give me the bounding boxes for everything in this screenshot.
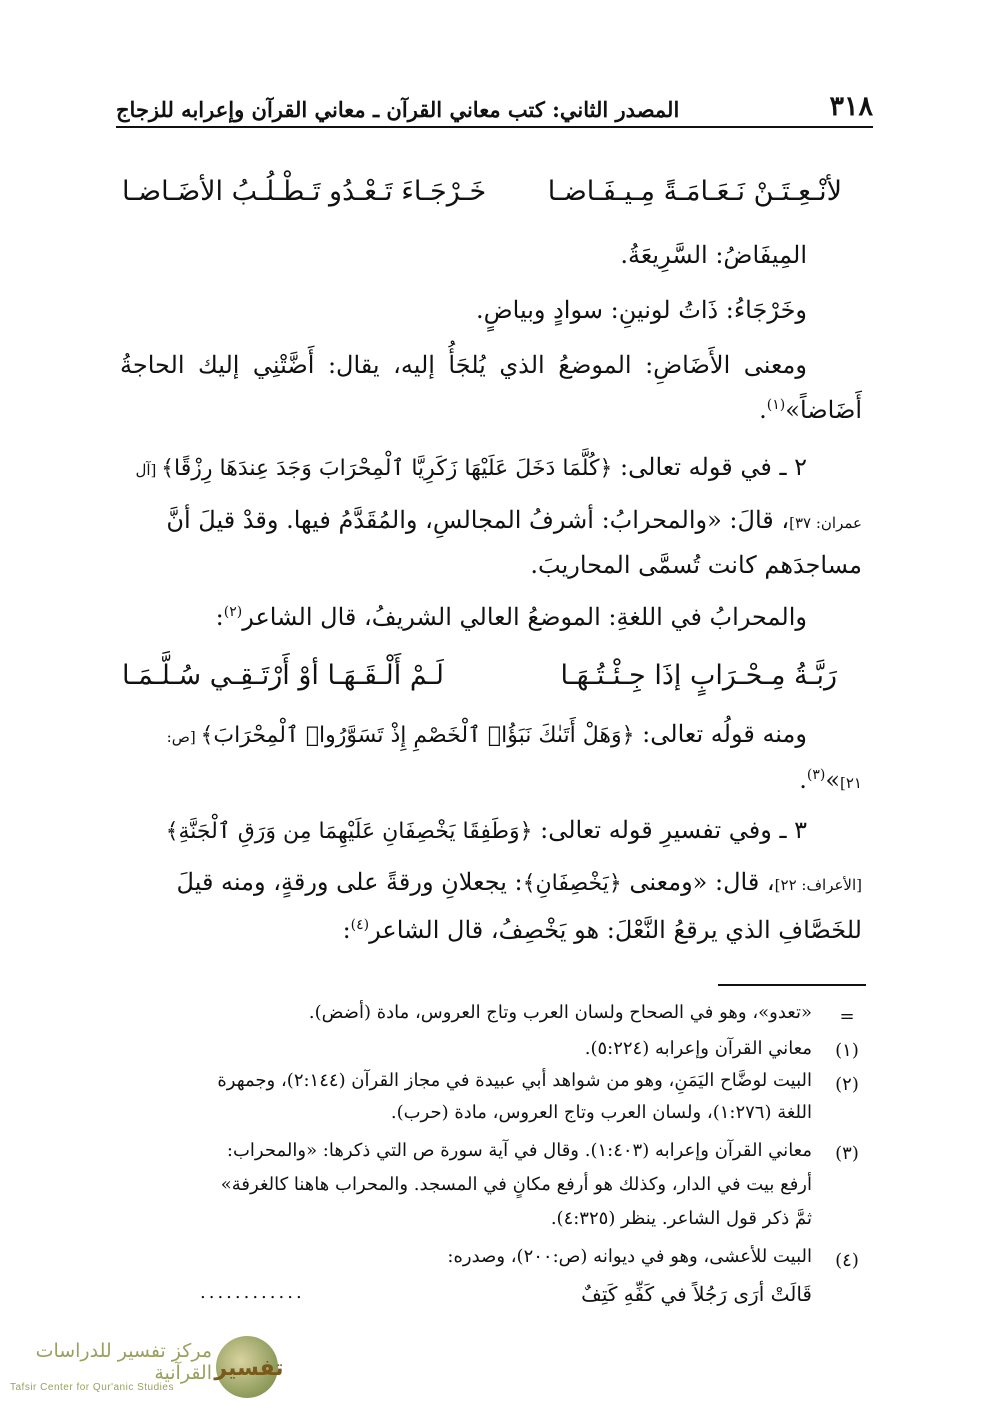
footnote-text: معاني القرآن وإعرابه (١:٤٠٣). وقال في آية سورة ص التي ذكرها: «والمحراب:: [226, 1140, 812, 1161]
logo-english-name: Tafsir Center for Qur'anic Studies: [10, 1382, 174, 1393]
page-number: ٣١٨: [829, 91, 873, 122]
logo-arabic-name: مركز تفسير للدراسات القرآنية: [35, 1340, 212, 1384]
footnote-text: اللغة (١:٢٧٦)، ولسان العرب وتاج العروس، مادة (حرب).: [390, 1102, 812, 1123]
text-segment: ٣ ـ وفي تفسيرِ قوله تعالى:: [532, 816, 807, 844]
text-line: مساجدَهم كانت تُسمَّى المحاريبَ.: [530, 551, 862, 579]
quran-quote: ﴿يَخْصِفَانِ﴾: [522, 871, 622, 896]
footnote-ref: (٣): [806, 767, 826, 783]
footnote-verse: قَالَتْ أرَى رَجُلاً في كَفِّهِ كَتِفٌ: [581, 1282, 812, 1306]
quran-reference: عمران: ٣٧]: [789, 514, 862, 532]
footnote-text: أرفع بيت في الدار، وكذلك هو أرفع مكانٍ في المسجد. والمحراب هاهنا كالغرفة»: [220, 1174, 812, 1195]
text-segment: :: [342, 916, 351, 944]
text-segment: والمحرابُ في اللغةِ: الموضعُ العالي الشريفُ، قال الشاعر: [242, 603, 807, 631]
footnote-number: (١): [835, 1040, 859, 1061]
text-line: ومعنى الأَضَاضِ: الموضعُ الذي يُلجَأُ إليه، يقال: أَضَّتْنِي إليك الحاجةُ: [120, 351, 807, 379]
footnote-text: معاني القرآن وإعرابه (٥:٢٢٤).: [584, 1038, 812, 1059]
verse-1-hemistich-left: خَـرْجَـاءَ تَـعْـدُو تَـطْـلُـبُ الأضَـاضـا: [122, 176, 487, 207]
quran-reference: [الأعراف: ٢٢]: [774, 876, 862, 894]
footnote-ref: (١): [766, 397, 786, 413]
footnote-ref: (٤): [350, 917, 370, 933]
quran-reference: [آل: [135, 461, 162, 479]
text-line: وخَرْجَاءُ: ذَاتُ لونينِ: سوادٍ وبياضٍ.: [476, 296, 807, 324]
footnote-text: البيت لوضَّاح اليَمَنِ، وهو من شواهد أبي عبيدة في مجاز القرآن (٢:١٤٤)، وجمهرة: [217, 1070, 812, 1091]
quran-reference: ٢١]: [840, 774, 862, 792]
quran-quote: ﴿وَطَفِقَا يَخْصِفَانِ عَلَيْهِمَا مِن وَرَقِ ٱلْجَنَّةِ﴾: [165, 819, 533, 844]
text-segment: ٢ ـ في قوله تعالى:: [612, 453, 807, 481]
text-segment: »: [825, 766, 841, 794]
footnote-number: (٣): [835, 1143, 859, 1164]
text-segment: للخَصَّافِ الذي يرقعُ النَّعْلَ: هو يَخْصِفُ، قال الشاعر: [369, 916, 862, 944]
quran-quote: ﴿كُلَّمَا دَخَلَ عَلَيْهَا زَكَرِيَّا ٱلْمِحْرَابَ وَجَدَ عِندَهَا رِزْقًا﴾: [161, 456, 613, 481]
text-line: المِيفَاضُ: السَّرِيعَةُ.: [620, 241, 807, 269]
footnote-verse-ellipsis: ............: [200, 1282, 305, 1303]
text-segment: : يجعلانِ ورقةً على ورقةٍ، ومنه قيلَ: [176, 868, 523, 896]
footnote-number: (٤): [835, 1250, 859, 1271]
text-segment: .: [759, 396, 767, 424]
footnote-ref: (٢): [223, 604, 243, 620]
verse-1-hemistich-right: لأنْـعِـتَـنْ نَـعَـامَـةً مِـيـفَـاضـا: [547, 176, 842, 207]
text-segment: .: [799, 766, 807, 794]
verse-2-hemistich-right: رَبَّـةُ مِـحْـرَابٍ إذَا جِـئْـتُـهَـا: [560, 660, 837, 691]
text-segment: ، قالَ: «والمحرابُ: أشرفُ المجالسِ، والمُقَدَّمُ فيها. وقدْ قيلَ أنَّ: [166, 506, 790, 534]
footnote-text: البيت للأعشى، وهو في ديوانه (ص:٢٠٠)، وصدره:: [447, 1246, 812, 1267]
footnote-text: ثمَّ ذكر قول الشاعر. ينظر (٤:٣٢٥).: [550, 1208, 812, 1229]
footnote-continuation-marker: =: [839, 1006, 855, 1027]
running-title: المصدر الثاني: كتب معاني القرآن ـ معاني القرآن وإعرابه للزجاج: [116, 97, 680, 122]
quran-reference: [ص:: [166, 728, 201, 746]
tafsir-center-logo: [4, 1332, 294, 1412]
verse-2-hemistich-left: لَـمْ أَلْـقَـهَـا أوْ أَرْتَـقِـي سُـلَّـمَـا: [122, 660, 444, 691]
text-segment: ومنه قولُه تعالى:: [634, 720, 807, 748]
quran-quote: ﴿وَهَلْ أَتَىٰكَ نَبَؤُا۟ ٱلْخَصْمِ إِذْ تَسَوَّرُوا۟ ٱلْمِحْرَابَ﴾: [200, 723, 635, 748]
text-segment: ، قال: «ومعنى: [621, 868, 775, 896]
footnote-text: «تعدو»، وهو في الصحاح ولسان العرب وتاج العروس، مادة (أضض).: [308, 1002, 812, 1023]
logo-word: تفسير: [214, 1356, 284, 1381]
footnote-number: (٢): [835, 1074, 859, 1095]
text-segment: :: [215, 603, 224, 631]
footnotes: [120, 0, 867, 1320]
text-segment: أَضَاضاً»: [785, 396, 862, 424]
